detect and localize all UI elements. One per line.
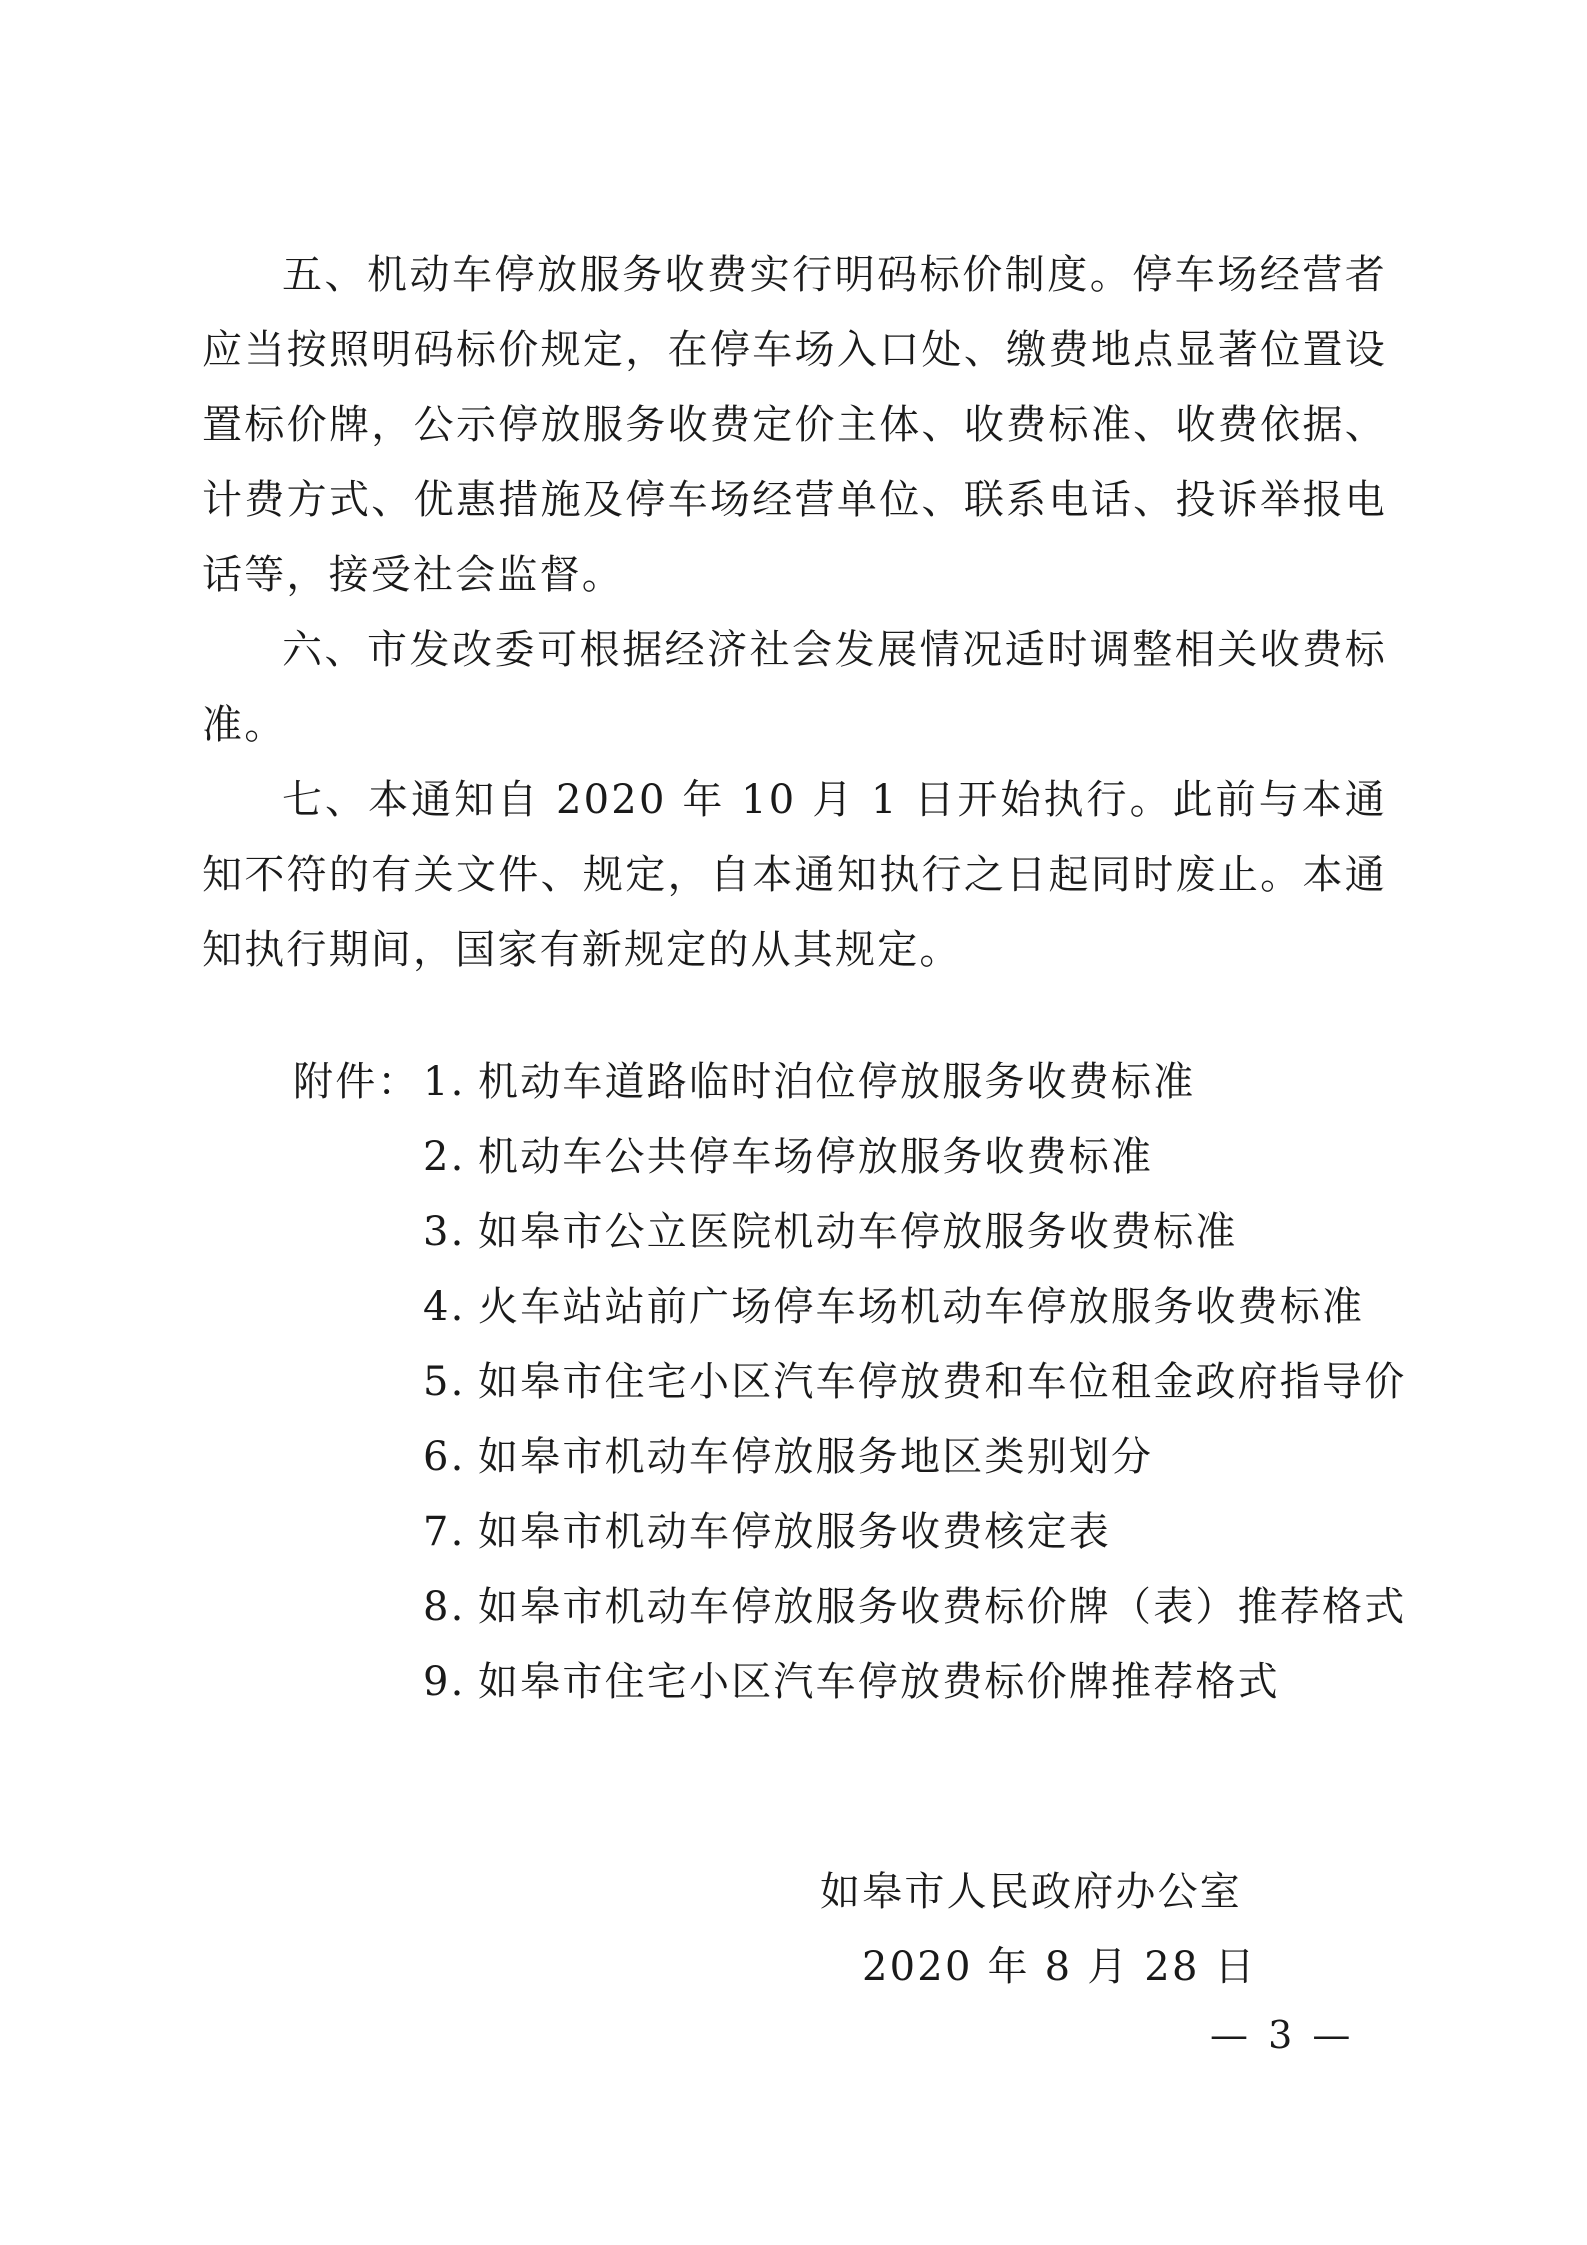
attachment-title: 如皋市公立医院机动车停放服务收费标准 (478, 1209, 1238, 1255)
page-number: — 3 — (1210, 2013, 1355, 2057)
attachment-item (293, 1570, 1407, 1645)
attachment-item (293, 1645, 1393, 1720)
attachment-title: 如皋市机动车停放服务收费标价牌（表）推荐格式 (478, 1584, 1407, 1630)
paragraph-7: 七、本通知自 2020 年 10 月 1 日开始执行。此前与本通知不符的有关文件、规定，自本通知执行之日起同时废止。本通知执行期间，国家有新规定的从其规定。 (202, 777, 1387, 973)
attachment-number: 3. (423, 1209, 466, 1255)
attachment-title: 如皋市机动车停放服务地区类别划分 (478, 1434, 1154, 1480)
attachment-item (293, 1345, 1407, 1420)
body-text (202, 238, 1387, 988)
attachment-item (293, 1120, 1393, 1195)
issue-date: 2020 年 8 月 28 日 (862, 1944, 1257, 1990)
attachment-title: 火车站站前广场停车场机动车停放服务收费标准 (478, 1284, 1365, 1330)
attachment-title: 机动车道路临时泊位停放服务收费标准 (478, 1059, 1196, 1105)
attachment-title: 如皋市住宅小区汽车停放费和车位租金政府指导价 (478, 1359, 1407, 1405)
attachment-number: 4. (423, 1284, 466, 1330)
attachment-item (293, 1495, 1393, 1570)
attachments-list (293, 1045, 1407, 1720)
attachment-number: 6. (423, 1434, 466, 1480)
issuing-organization: 如皋市人民政府办公室 (820, 1869, 1242, 1915)
attachment-title: 如皋市机动车停放服务收费核定表 (478, 1509, 1111, 1555)
attachment-item (293, 1420, 1393, 1495)
attachment-item (293, 1195, 1393, 1270)
attachments-label: 附件： (293, 1059, 420, 1105)
attachment-title: 如皋市住宅小区汽车停放费标价牌推荐格式 (478, 1659, 1280, 1705)
attachment-number: 1. (423, 1059, 466, 1105)
attachment-number: 2. (423, 1134, 466, 1180)
paragraph-6: 六、市发改委可根据经济社会发展情况适时调整相关收费标准。 (202, 627, 1387, 748)
signature-block (820, 1855, 1257, 2005)
attachment-number: 7. (423, 1509, 466, 1555)
attachment-number: 8. (423, 1584, 466, 1630)
paragraph-5: 五、机动车停放服务收费实行明码标价制度。停车场经营者应当按照明码标价规定，在停车场入口处、缴费地点显著位置设置标价牌，公示停放服务收费定价主体、收费标准、收费依据、计费方式、优惠措施及停车场经营单位、联系电话、投诉举报电话等，接受社会监督。 (202, 252, 1387, 598)
attachment-number: 5. (423, 1359, 466, 1405)
attachment-title: 机动车公共停车场停放服务收费标准 (478, 1134, 1154, 1180)
attachment-item (293, 1270, 1393, 1345)
attachment-number: 9. (423, 1659, 466, 1705)
attachment-item (293, 1045, 1393, 1120)
